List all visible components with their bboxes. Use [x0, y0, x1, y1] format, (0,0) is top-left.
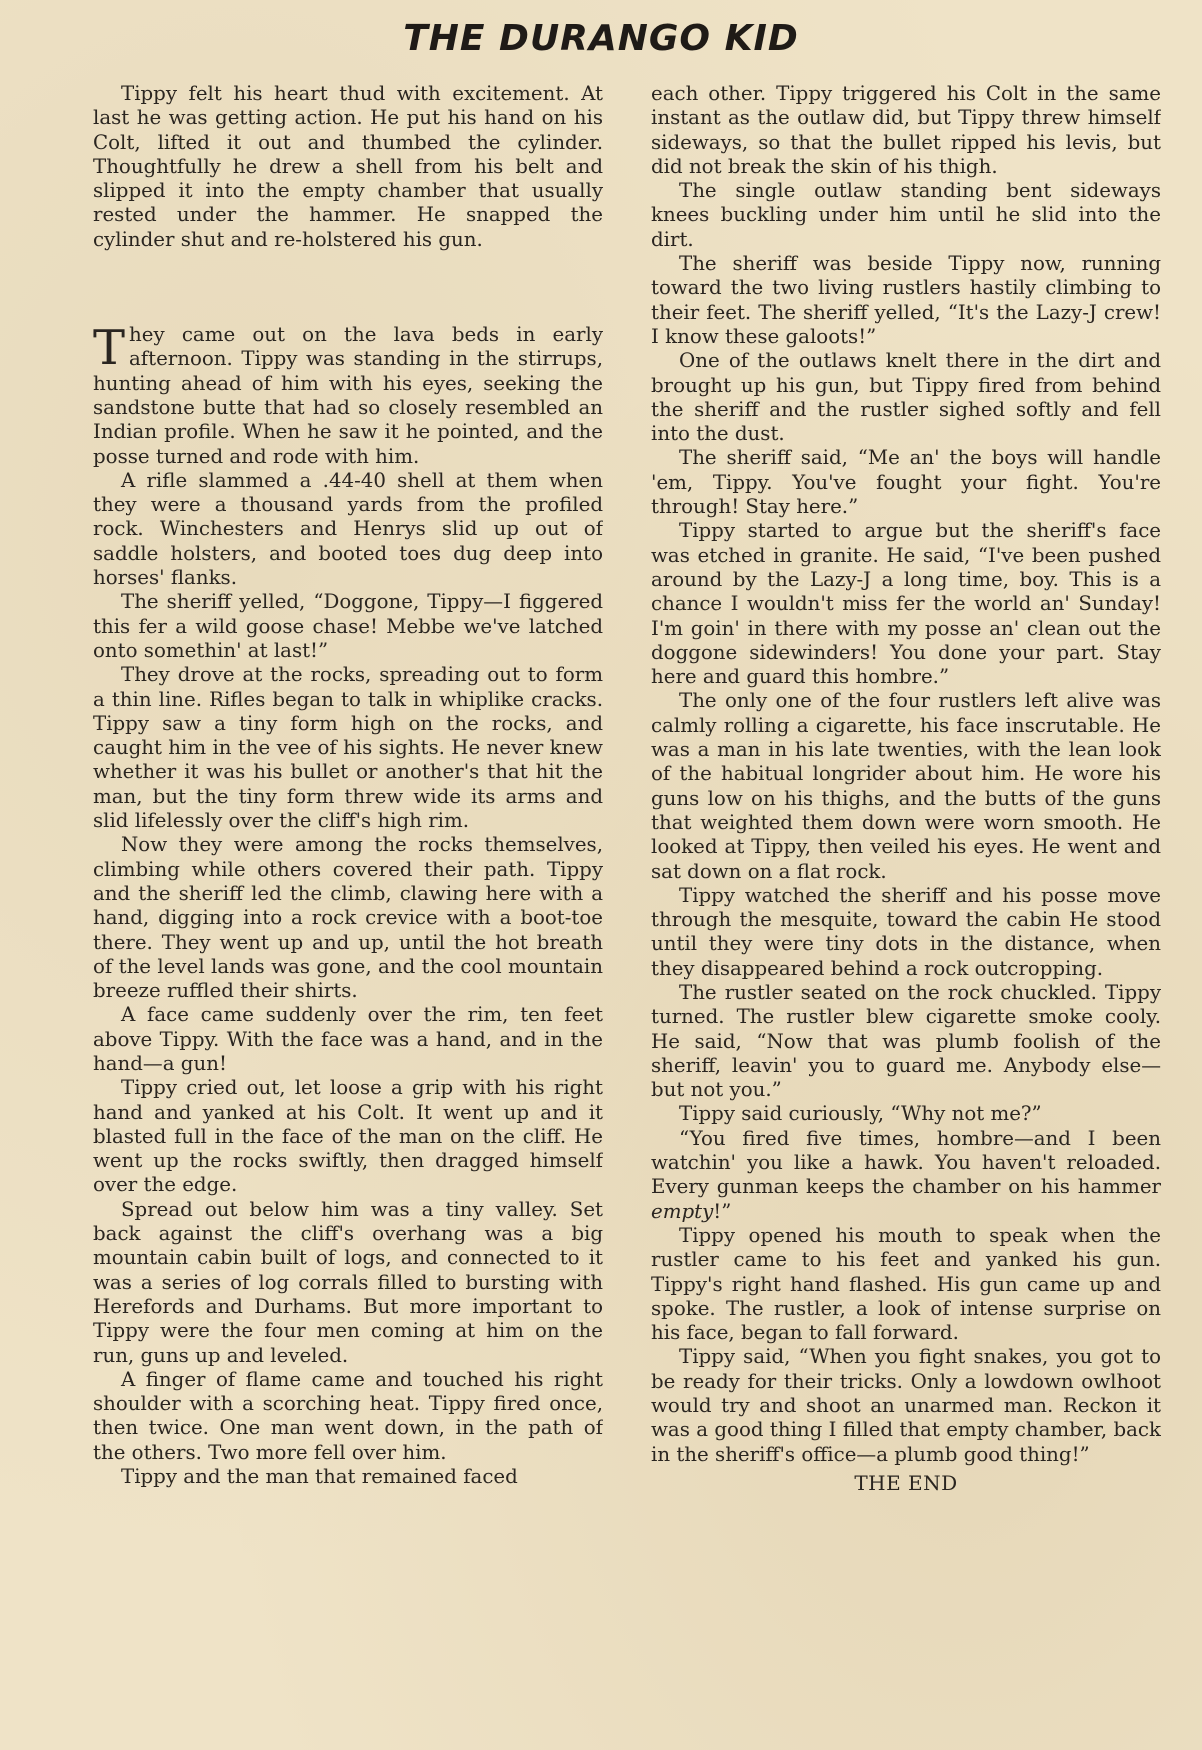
- right-column: [651, 82, 1161, 1672]
- story-paragraph-continued: each other. Tippy triggered his Colt in the same instant as the outlaw did, but Tippy threw himself sideways, so that the bullet ripped his levis, but did not break the skin of his thigh.: [651, 82, 1161, 178]
- left-column: [93, 82, 603, 1672]
- story-paragraph-emphasis: [651, 1127, 1161, 1224]
- story-paragraph: Spread out below him was a tiny valley. Set back against the cliff's overhang was a big mountain cabin built of logs, and connected to it was a series of log corrals filled to bursting with Herefords and Durhams. But more important to Tippy were the four men coming at him on the run, guns up and leveled.: [93, 1197, 603, 1367]
- story-paragraph: Tippy felt his heart thud with excitement. At last he was getting action. He put his hand on his Colt, lifted it out and thumbed the cylinder. Thoughtfully he drew a shell from his belt and slipped it into the empty chamber that usually rested under the hammer. He snapped the cylinder shut and re-holstered his gun.: [93, 82, 603, 251]
- story-paragraph: Tippy said curiously, “Why not me?”: [679, 1102, 1042, 1126]
- story-paragraph: A rifle slammed a .44-40 shell at them when they were a thousand yards from the profiled rock. Winchesters and Henrys slid up out of saddle holsters, and booted toes dug deep into horses' flanks.: [93, 468, 603, 590]
- story-paragraph: The sheriff said, “Me an' the boys will handle 'em, Tippy. You've fought your fight. You're through! Stay here.”: [651, 446, 1161, 519]
- story-paragraph: Tippy watched the sheriff and his posse move through the mesquite, toward the cabin He stood until they were tiny dots in the distance, when they disappeared behind a rock outcropping.: [651, 883, 1161, 980]
- story-paragraph: One of the outlaws knelt there in the dirt and brought up his gun, but Tippy fired from behind the sheriff and the rustler sighed softly and fell into the dust.: [651, 349, 1161, 446]
- quote-end: !”: [713, 1199, 732, 1223]
- story-paragraph: Tippy said, “When you fight snakes, you got to be ready for their tricks. Only a lowdown owlhoot would try and shoot an unarmed man. Reckon it was a good thing I filled that empty chamber, back in the sheriff's office—a plumb good thing!”: [651, 1345, 1161, 1466]
- story-paragraph-opening: [93, 320, 603, 469]
- story-paragraph: The sheriff was beside Tippy now, running toward the two living rustlers hastily climbing to their feet. The sheriff yelled, “It's the Lazy-J crew! I know these galoots!”: [651, 252, 1161, 348]
- story-paragraph: The only one of the four rustlers left alive was calmly rolling a cigarette, his face inscrutable. He was a man in his late twenties, with the lean look of the habitual longrider about him. He wore his guns low on his thighs, and the butts of the guns that weighted them down were worn smooth. He looked at Tippy, then veiled his eyes. He went and sat down on a flat rock.: [651, 689, 1161, 883]
- running-title: THE DURANGO KID: [403, 18, 799, 59]
- story-paragraph: The rustler seated on the rock chuckled. Tippy turned. The rustler blew cigarette smoke cooly. He said, “Now that was plumb foolish of the sheriff, leavin' you to guard me. Anybody else—but not you.”: [651, 980, 1161, 1102]
- drop-cap: T: [93, 320, 126, 377]
- story-paragraph: Tippy and the man that remained faced: [121, 1465, 518, 1489]
- story-paragraph: The sheriff yelled, “Doggone, Tippy—I figgered this fer a wild goose chase! Mebbe we've latched onto somethin' at last!”: [93, 590, 603, 662]
- story-paragraph: Tippy opened his mouth to speak when the rustler came to his feet and yanked his gun. Tippy's right hand flashed. His gun came up and spoke. The rustler, a look of intense surprise on his face, began to fall forward.: [651, 1223, 1161, 1345]
- the-end-mark: THE END: [854, 1470, 958, 1495]
- quote-text: “You fired five times, hombre—and I been watchin' you like a hawk. You haven't reloaded. Every gunman keeps the chamber on his hammer: [651, 1126, 1161, 1199]
- emphasized-word: empty: [651, 1199, 714, 1223]
- section-break: [93, 252, 603, 323]
- story-paragraph: Tippy cried out, let loose a grip with his right hand and yanked at his Colt. It went up and it blasted full in the face of the man on the cliff. He went up the rocks swiftly, then dragged himself over the edge.: [93, 1076, 603, 1197]
- opening-text: hey came out on the lava beds in early afternoon. Tippy was standing in the stirrups, hunting ahead of him with his eyes, seeking the sandstone butte that had so closely resembled an Indian profile. When he saw it he pointed, and the posse turned and rode with him.: [93, 323, 603, 468]
- story-paragraph: Now they were among the rocks themselves, climbing while others covered their path. Tippy and the sheriff led the climb, clawing here with a hand, digging into a rock crevice with a boot-toe there. They went up and up, until the hot breath of the level lands was gone, and the cool mountain breeze ruffled their shirts.: [93, 833, 603, 1003]
- story-paragraph: A finger of flame came and touched his right shoulder with a scorching heat. Tippy fired once, then twice. One man went down, in the path of the others. Two more fell over him.: [93, 1367, 603, 1464]
- story-paragraph: Tippy started to argue but the sheriff's face was etched in granite. He said, “I've been pushed around by the Lazy-J a long time, boy. This is a chance I wouldn't miss fer the world an' Sunday! I'm goin' in there with my posse an' clean out the doggone sidewinders! You done your part. Stay here and guard this hombre.”: [651, 519, 1161, 689]
- story-paragraph: The single outlaw standing bent sideways knees buckling under him until he slid into the dirt.: [651, 179, 1161, 251]
- story-paragraph: They drove at the rocks, spreading out to form a thin line. Rifles began to talk in whiplike cracks. Tippy saw a tiny form high on the rocks, and caught him in the vee of his sights. He never knew whether it was his bullet or another's that hit the man, but the tiny form threw wide its arms and slid lifelessly over the cliff's high rim.: [93, 663, 603, 833]
- story-paragraph: A face came suddenly over the rim, ten feet above Tippy. With the face was a hand, and in the hand—a gun!: [93, 1003, 603, 1075]
